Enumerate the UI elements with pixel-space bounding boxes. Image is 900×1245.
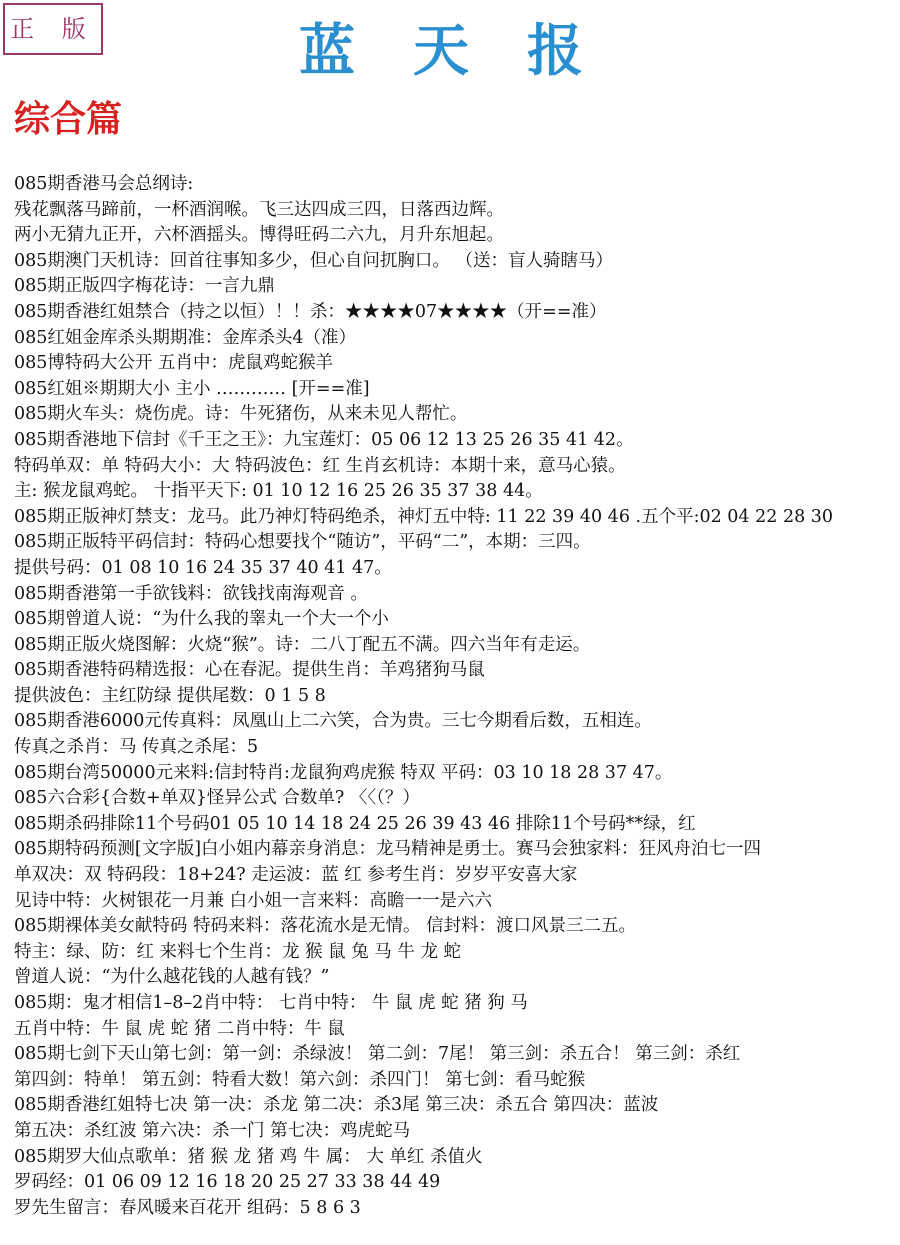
text-body	[14, 172, 898, 1221]
text-line: 085期特码预测[文字版]白小姐内幕亲身消息：龙马精神是勇士。赛马会独家料：狂风舟泊七一四	[14, 839, 762, 860]
text-line: 085期：鬼才相信1–8–2肖中特： 七肖中特： 牛 鼠 虎 蛇 猪 狗 马	[14, 993, 528, 1013]
text-line: 第五决：杀红波 第六决：杀一门 第七决：鸡虎蛇马	[14, 1120, 411, 1141]
text-line: 传真之杀肖：马 传真之杀尾：5	[14, 737, 259, 758]
text-line: 单双决：双 特码段：18+24? 走运波：蓝 红 参考生肖：岁岁平安喜大家	[14, 865, 578, 886]
text-line: 085六合彩{合数+单双}怪异公式 合数单? 〈〈（？）	[14, 788, 420, 809]
page-title: 蓝天报	[299, 18, 641, 84]
text-line: 085期香港红姐特七决 第一决：杀龙 第二决：杀3尾 第三决：杀五合 第四决：蓝波	[14, 1095, 659, 1116]
text-line: 罗先生留言：春风暖来百花开 组码：5 8 6 3	[14, 1197, 361, 1218]
text-line: 085期正版火烧图解：火烧“猴”。诗：二八丁配五不满。四六当年有走运。	[14, 634, 591, 655]
text-line: 085期曾道人说：“为什么我的睾丸一个大一个小	[14, 609, 389, 630]
text-line: 见诗中特：火树银花一月兼 白小姐一言来料：高瞻一一是六六	[14, 890, 493, 911]
text-line: 085期裸体美女献特码 特码来料：落花流水是无情。 信封料：渡口风景三二五。	[14, 916, 637, 937]
genuine-edition-badge: 正 版	[3, 3, 103, 55]
text-line: 085期香港红姐禁合（持之以恒）！！杀：★★★★07★★★★（开==准）	[14, 301, 607, 322]
text-line: 085期正版神灯禁支：龙马。此乃神灯特码绝杀，神灯五中特: 11 22 39 40 46 .五个平:02 04 22 28 30	[14, 506, 834, 527]
text-line: 特码单双：单 特码大小：大 特码波色：红 生肖玄机诗：本期十来，意马心猿。	[14, 455, 626, 476]
text-line: 085期澳门天机诗：回首往事知多少，但心自问扤胸口。 （送：盲人骑瞎马）	[14, 250, 613, 271]
text-line: 085期罗大仙点歌单：猪 猴 龙 猪 鸡 牛 属： 大 单红 杀值火	[14, 1146, 483, 1167]
text-line: 第四剑：特单！ 第五剑：特看大数！第六剑：杀四门！ 第七剑：看马蛇猴	[14, 1069, 586, 1090]
text-line: 主: 猴龙鼠鸡蛇。 十指平天下: 01 10 12 16 25 26 35 37 38 44。	[14, 481, 543, 502]
text-line: 085期火车头：烧伤虎。诗：牛死猪伤，从来未见人帮忙。	[14, 404, 468, 425]
section-heading: 综合篇	[14, 98, 123, 140]
text-line: 085红姐金库杀头期期准：金库杀头4（准）	[14, 327, 357, 348]
text-line: 085博特码大公开 五肖中：虎鼠鸡蛇猴羊	[14, 353, 333, 374]
text-line: 曾道人说：“为什么越花钱的人越有钱？”	[14, 967, 330, 988]
text-line: 085期香港6000元传真料：凤凰山上二六笑，合为贵。三七今期看后数，五相连。	[14, 711, 652, 732]
text-line: 085期香港马会总纲诗:	[14, 174, 194, 194]
text-line: 085期香港特码精选报：心在春泥。提供生肖：羊鸡猪狗马鼠	[14, 660, 485, 681]
text-line: 085期香港地下信封《千王之王》：九宝莲灯：05 06 12 13 25 26 35 41 42。	[14, 429, 634, 450]
text-line: 085红姐※期期大小 主小 ………… [开==准]	[14, 378, 370, 399]
text-line: 特主：绿、防：红 来料七个生肖：龙 猴 鼠 兔 马 牛 龙 蛇	[14, 941, 462, 962]
text-line: 085期杀码排除11个号码01 05 10 14 18 24 25 26 39 43 46 排除11个号码**绿，红	[14, 813, 696, 834]
text-line: 提供波色：主红防绿 提供尾数：0 1 5 8	[14, 685, 326, 706]
text-line: 残花飘落马蹄前，一杯酒润喉。飞三达四成三四，日落西边辉。	[14, 199, 504, 220]
text-line: 提供号码：01 08 10 16 24 35 37 40 41 47。	[14, 557, 392, 578]
text-line: 085期香港第一手欲钱料：欲钱找南海观音 。	[14, 583, 368, 604]
text-line: 五肖中特：牛 鼠 虎 蛇 猪 二肖中特：牛 鼠	[14, 1018, 345, 1039]
text-line: 085期正版四字梅花诗：一言九鼎	[14, 276, 275, 297]
text-line: 两小无猜九正开，六杯酒摇头。博得旺码二六九，月升东旭起。	[14, 225, 504, 246]
text-line: 085期台湾50000元来料:信封特肖:龙鼠狗鸡虎猴 特双 平码：03 10 18 28 37 47。	[14, 762, 673, 783]
text-line: 罗码经：01 06 09 12 16 18 20 25 27 33 38 44 49	[14, 1172, 441, 1193]
text-line: 085期七剑下天山第七剑：第一剑：杀绿波！ 第二剑：7尾！ 第三剑：杀五合！ 第三剑：杀红	[14, 1044, 741, 1065]
text-line: 085期正版特平码信封：特码心想要找个“随访”，平码“二”，本期：三四。	[14, 532, 591, 553]
